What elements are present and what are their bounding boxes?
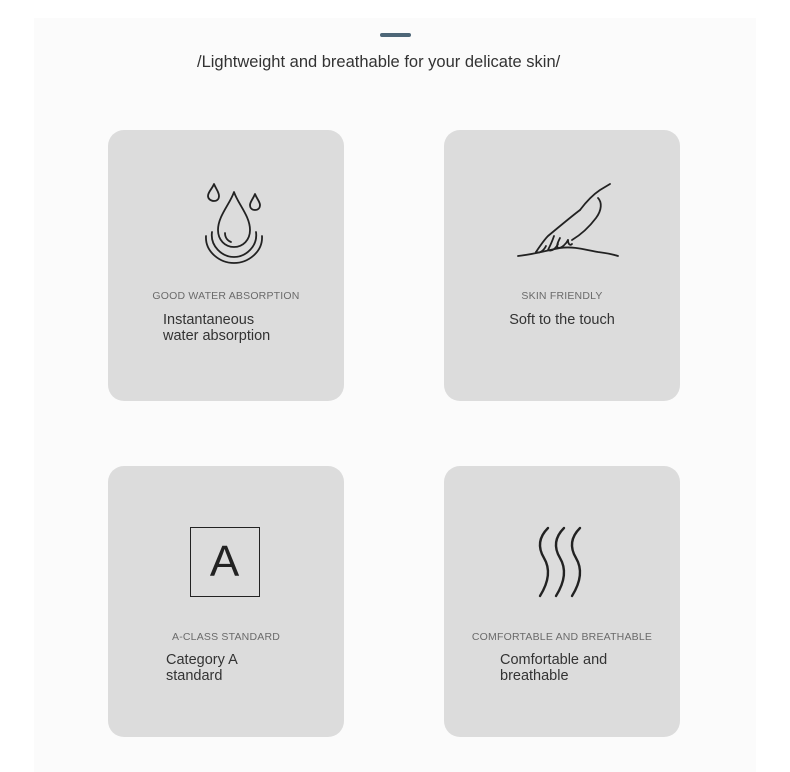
feature-description	[500, 652, 607, 684]
feature-card-comfortable-breathable	[444, 466, 680, 737]
feature-card-water-absorption	[108, 130, 344, 401]
feature-title: COMFORTABLE AND BREATHABLE	[471, 631, 653, 643]
feature-title: A-CLASS STANDARD	[171, 631, 281, 643]
feature-description	[166, 652, 238, 684]
feature-description-line: Instantaneous	[163, 312, 255, 328]
feature-title: GOOD WATER ABSORPTION	[152, 290, 300, 302]
feature-description-line: Comfortable and	[500, 652, 608, 668]
a-class-icon	[190, 527, 260, 597]
feature-description-line: breathable	[500, 668, 569, 684]
water-drop-icon	[194, 178, 270, 266]
airflow-waves-icon	[532, 524, 594, 602]
feature-description-line: water absorption	[163, 328, 271, 344]
accent-bar	[380, 33, 411, 37]
feature-description	[163, 312, 270, 344]
a-class-icon-letter: A	[209, 537, 240, 586]
feature-description-line: standard	[166, 668, 223, 684]
feature-description	[444, 312, 680, 328]
feature-title: SKIN FRIENDLY	[521, 290, 603, 302]
feature-description-line: Category A	[166, 652, 238, 668]
headline: /Lightweight and breathable for your delicate skin/	[197, 53, 561, 71]
feature-description-line: Soft to the touch	[509, 312, 615, 328]
feature-card-a-class-standard	[108, 466, 344, 737]
feature-card-skin-friendly	[444, 130, 680, 401]
hand-touch-icon	[514, 180, 624, 260]
